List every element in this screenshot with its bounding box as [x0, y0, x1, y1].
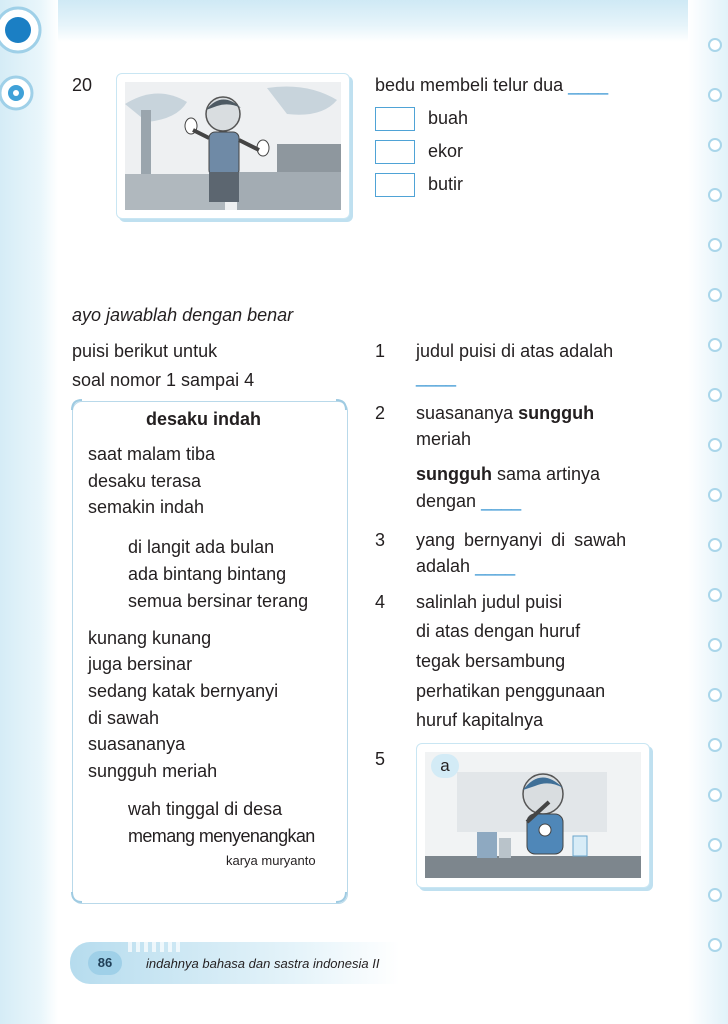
poem-line: juga bersinar [88, 654, 193, 674]
binder-ring-icon [708, 938, 722, 952]
binder-ring-icon [708, 438, 722, 452]
question-5-illustration [416, 743, 650, 888]
binder-ring-icon [708, 138, 722, 152]
binder-ring-icon [708, 538, 722, 552]
poem-line: di sawah [88, 708, 160, 728]
binder-ring-icon [708, 38, 722, 52]
binder-ring-icon [708, 738, 722, 752]
question-20-number: 20 [72, 75, 93, 95]
question-20-prompt: bedu membeli telur dua ____ [375, 75, 609, 95]
binder-ring-icon [708, 788, 722, 802]
question-4-line: huruf kapitalnya [416, 710, 544, 730]
poem-line: suasananya [88, 734, 186, 754]
question-4-line: salinlah judul puisi [416, 592, 563, 612]
option-buah-label: buah [428, 108, 469, 128]
poem-line: saat malam tiba [88, 444, 216, 464]
binder-ring-icon [708, 588, 722, 602]
question-2-line-2: meriah [416, 429, 472, 449]
question-2-number: 2 [375, 403, 386, 423]
right-decoration-band [688, 0, 728, 1024]
binder-ring-icon [708, 488, 722, 502]
binder-ring-icon [708, 188, 722, 202]
top-decoration-band [0, 0, 728, 42]
poem-line: ada bintang bintang [128, 564, 287, 584]
binder-ring-icon [708, 838, 722, 852]
poem-line: semakin indah [88, 497, 205, 517]
poem-line: semua bersinar terang [128, 591, 309, 611]
poem-line: sungguh meriah [88, 761, 218, 781]
poem-line: sedang katak bernyanyi [88, 681, 279, 701]
question-3-line-2: adalah ____ [416, 556, 516, 576]
footer-book-title: indahnya bahasa dan sastra indonesia II [146, 956, 380, 971]
option-buah-checkbox[interactable] [375, 107, 415, 131]
boy-holding-eggs-illustration [117, 74, 349, 218]
binder-ring-icon [708, 638, 722, 652]
poem-line: memang menyenangkan [128, 826, 315, 846]
question-4-line: perhatikan penggunaan [416, 681, 606, 701]
question-1-number: 1 [375, 341, 386, 361]
binder-ring-icon [708, 288, 722, 302]
left-decoration-band [0, 0, 58, 1024]
option-butir-checkbox[interactable] [375, 173, 415, 197]
section-instruction: ayo jawablah dengan benar [72, 305, 294, 325]
page-number: 86 [88, 951, 122, 975]
poem-author: karya muryanto [226, 853, 316, 868]
binder-ring-icon [708, 338, 722, 352]
poem-line: wah tinggal di desa [128, 799, 283, 819]
question-20-illustration [116, 73, 350, 219]
binder-ring-icon [708, 888, 722, 902]
question-3-line-1: yang bernyanyi di sawah [416, 530, 627, 550]
poem-intro-line-1: puisi berikut untuk [72, 341, 218, 361]
binder-ring-icon [708, 388, 722, 402]
question-4-number: 4 [375, 592, 386, 612]
circle-ornament-icon [0, 0, 60, 120]
illustration-label-badge: a [431, 754, 459, 778]
poem-title: desaku indah [146, 409, 262, 429]
question-2-line-1: suasananya sungguh [416, 403, 595, 423]
question-2-line-4: dengan ____ [416, 491, 522, 511]
binder-ring-icon [708, 688, 722, 702]
poem-line: di langit ada bulan [128, 537, 275, 557]
question-4-line: tegak bersambung [416, 651, 566, 671]
poem-line: kunang kunang [88, 628, 212, 648]
question-2-line-3: sungguh sama artinya [416, 464, 601, 484]
question-4-line: di atas dengan huruf [416, 621, 581, 641]
option-butir-label: butir [428, 174, 464, 194]
question-1-blank: ____ [416, 367, 457, 387]
question-1-text: judul puisi di atas adalah [416, 341, 614, 361]
poem-line: desaku terasa [88, 471, 202, 491]
question-3-number: 3 [375, 530, 386, 550]
option-ekor-label: ekor [428, 141, 464, 161]
poem-intro-line-2: soal nomor 1 sampai 4 [72, 370, 255, 390]
question-5-number: 5 [375, 749, 386, 769]
binder-ring-icon [708, 88, 722, 102]
option-ekor-checkbox[interactable] [375, 140, 415, 164]
binder-ring-icon [708, 238, 722, 252]
